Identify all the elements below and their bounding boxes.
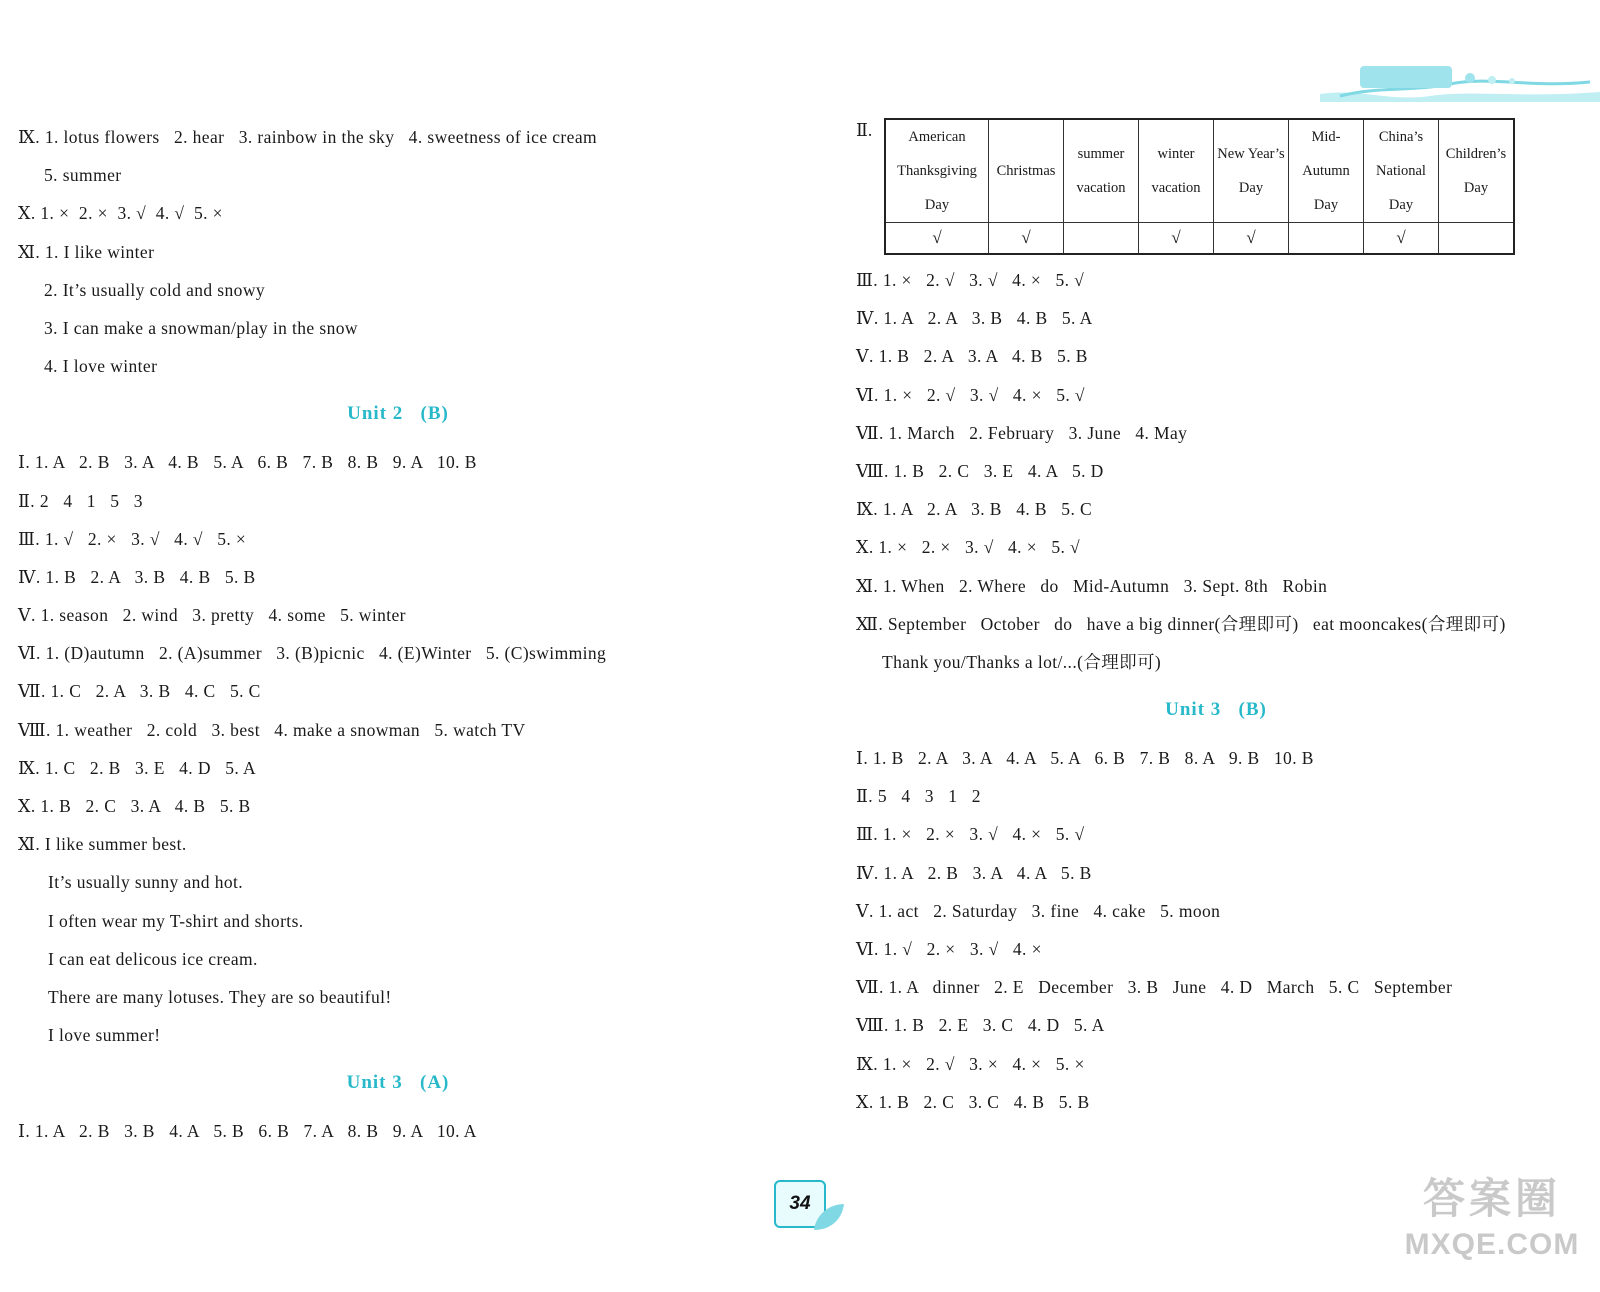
answer-line: Ⅷ. 1. B 2. C 3. E 4. A 5. D (856, 460, 1104, 481)
answer-line: Ⅹ. 1. × 2. × 3. √ 4. × 5. √ (856, 537, 1081, 558)
answer-line: Ⅺ. 1. I like winter (18, 241, 155, 262)
spacer (856, 721, 1576, 739)
answer-line: Ⅸ. 1. lotus flowers 2. hear 3. rainbow in the sky 4. sweetness of ice cream (18, 127, 598, 147)
leaf-icon (812, 1200, 846, 1234)
holiday-header-cell: winter vacation (1139, 119, 1214, 223)
answer-line: Ⅵ. 1. × 2. √ 3. √ 4. × 5. √ (856, 384, 1085, 405)
holiday-mark-cell (1289, 223, 1364, 255)
answer-line: Ⅴ. 1. act 2. Saturday 3. fine 4. cake 5. moon (856, 900, 1221, 921)
spacer (856, 681, 1576, 699)
spacer (18, 1094, 778, 1112)
answer-line: 4. I love winter (44, 356, 158, 377)
spacer (18, 425, 778, 443)
right-column (856, 118, 1576, 1121)
answer-line: Ⅴ. 1. B 2. A 3. A 4. B 5. B (856, 346, 1088, 367)
holiday-table-marks-row (885, 223, 1514, 255)
answer-line: 5. summer (44, 165, 122, 186)
right-section-a (856, 261, 1576, 681)
unit-3-a-title: Unit 3 (A) (346, 1072, 450, 1094)
holiday-mark-cell: √ (1139, 223, 1214, 255)
holiday-header-cell: summer vacation (1064, 119, 1139, 223)
answer-line: I love summer! (48, 1025, 161, 1046)
holiday-header-cell: China’s National Day (1364, 119, 1439, 223)
holiday-table-header-row (885, 119, 1514, 223)
answer-line: 3. I can make a snowman/play in the snow (44, 317, 358, 338)
answer-line: Ⅹ. 1. × 2. × 3. √ 4. √ 5. × (18, 203, 223, 224)
right-section-b (856, 739, 1576, 1121)
answer-line: Ⅸ. 1. A 2. A 3. B 4. B 5. C (856, 499, 1093, 520)
holiday-mark-cell: √ (1364, 223, 1439, 255)
answer-line: Ⅲ. 1. × 2. × 3. √ 4. × 5. √ (856, 824, 1085, 845)
answer-line: Ⅷ. 1. B 2. E 3. C 4. D 5. A (856, 1015, 1105, 1036)
answer-line: Ⅻ. September October do have a big dinner(合理即可) eat mooncakes(合理即可) (856, 613, 1506, 634)
holiday-mark-cell: √ (989, 223, 1064, 255)
answer-line: Ⅹ. 1. B 2. C 3. A 4. B 5. B (18, 796, 251, 816)
answer-line: Ⅸ. 1. × 2. √ 3. × 4. × 5. × (856, 1053, 1085, 1074)
answer-line: Ⅶ. 1. C 2. A 3. B 4. C 5. C (18, 681, 261, 702)
holiday-mark-cell: √ (1214, 223, 1289, 255)
spacer (18, 385, 778, 403)
watermark-logo-text: 答案圈 (1422, 1175, 1561, 1222)
answer-line: Ⅹ. 1. B 2. C 3. C 4. B 5. B (856, 1091, 1090, 1112)
left-section-a (18, 118, 778, 385)
answer-line: Ⅳ. 1. B 2. A 3. B 4. B 5. B (18, 566, 256, 587)
answer-line: I can eat delicous ice cream. (48, 948, 258, 969)
answer-line: Ⅸ. 1. C 2. B 3. E 4. D 5. A (18, 757, 256, 778)
answer-line: Ⅱ. 2 4 1 5 3 (18, 490, 143, 511)
answer-line: Ⅺ. I like summer best. (18, 834, 187, 855)
left-section-c (18, 1112, 778, 1150)
answer-line: Ⅵ. 1. (D)autumn 2. (A)summer 3. (B)picnic 4. (E)Winter 5. (C)swimming (18, 643, 607, 664)
answer-line: It’s usually sunny and hot. (48, 872, 244, 893)
holiday-mark-cell (1064, 223, 1139, 255)
answer-line: 2. It’s usually cold and snowy (44, 279, 266, 300)
answer-line: Ⅷ. 1. weather 2. cold 3. best 4. make a snowman 5. watch TV (18, 719, 526, 740)
left-section-b (18, 443, 778, 1054)
answer-line: Ⅳ. 1. A 2. B 3. A 4. A 5. B (856, 862, 1092, 883)
answer-line: Ⅺ. 1. When 2. Where do Mid-Autumn 3. Sept. 8th Robin (856, 575, 1328, 596)
answer-line: Ⅲ. 1. √ 2. × 3. √ 4. √ 5. × (18, 528, 247, 549)
answer-line: Ⅰ. 1. B 2. A 3. A 4. A 5. A 6. B 7. B 8. A 9. B 10. B (856, 748, 1314, 769)
holiday-header-cell: New Year’s Day (1214, 119, 1289, 223)
left-column (18, 118, 778, 1151)
holiday-header-cell: American Thanksgiving Day (885, 119, 989, 223)
answer-line: Ⅰ. 1. A 2. B 3. A 4. B 5. A 6. B 7. B 8. B 9. A 10. B (18, 452, 477, 473)
holiday-header-cell: Christmas (989, 119, 1064, 223)
answer-line: I often wear my T-shirt and shorts. (48, 910, 304, 931)
watermark (1392, 1170, 1592, 1280)
answer-line: Ⅱ. 5 4 3 1 2 (856, 786, 981, 807)
holiday-mark-cell (1439, 223, 1515, 255)
holiday-header-cell: Mid-Autumn Day (1289, 119, 1364, 223)
table-label: Ⅱ. (856, 120, 873, 140)
holiday-mark-cell: √ (885, 223, 989, 255)
answer-line: Ⅳ. 1. A 2. A 3. B 4. B 5. A (856, 308, 1093, 329)
answer-line: Ⅵ. 1. √ 2. × 3. √ 4. × (856, 939, 1042, 959)
answer-line: Thank you/Thanks a lot/...(合理即可) (882, 651, 1162, 672)
answer-line: Ⅶ. 1. A dinner 2. E December 3. B June 4. D March 5. C September (856, 977, 1453, 998)
holiday-table (884, 118, 1515, 255)
answer-line: Ⅰ. 1. A 2. B 3. B 4. A 5. B 6. B 7. A 8. B 9. A 10. A (18, 1121, 477, 1142)
holiday-header-cell: Children’s Day (1439, 119, 1515, 223)
answer-line: Ⅴ. 1. season 2. wind 3. pretty 4. some 5. winter (18, 605, 406, 626)
answer-line: There are many lotuses. They are so beautiful! (48, 986, 392, 1007)
watermark-site-text: MXQE.COM (1404, 1228, 1580, 1261)
page-number: 34 (774, 1180, 826, 1228)
spacer (18, 1054, 778, 1072)
unit-2-b-title: Unit 2 (B) (347, 403, 449, 425)
unit-3-b-title: Unit 3 (B) (1165, 699, 1267, 721)
header-decoration (1320, 58, 1600, 108)
answer-line: Ⅶ. 1. March 2. February 3. June 4. May (856, 422, 1188, 443)
answer-line: Ⅲ. 1. × 2. √ 3. √ 4. × 5. √ (856, 270, 1085, 290)
holiday-table-block (856, 118, 1576, 255)
